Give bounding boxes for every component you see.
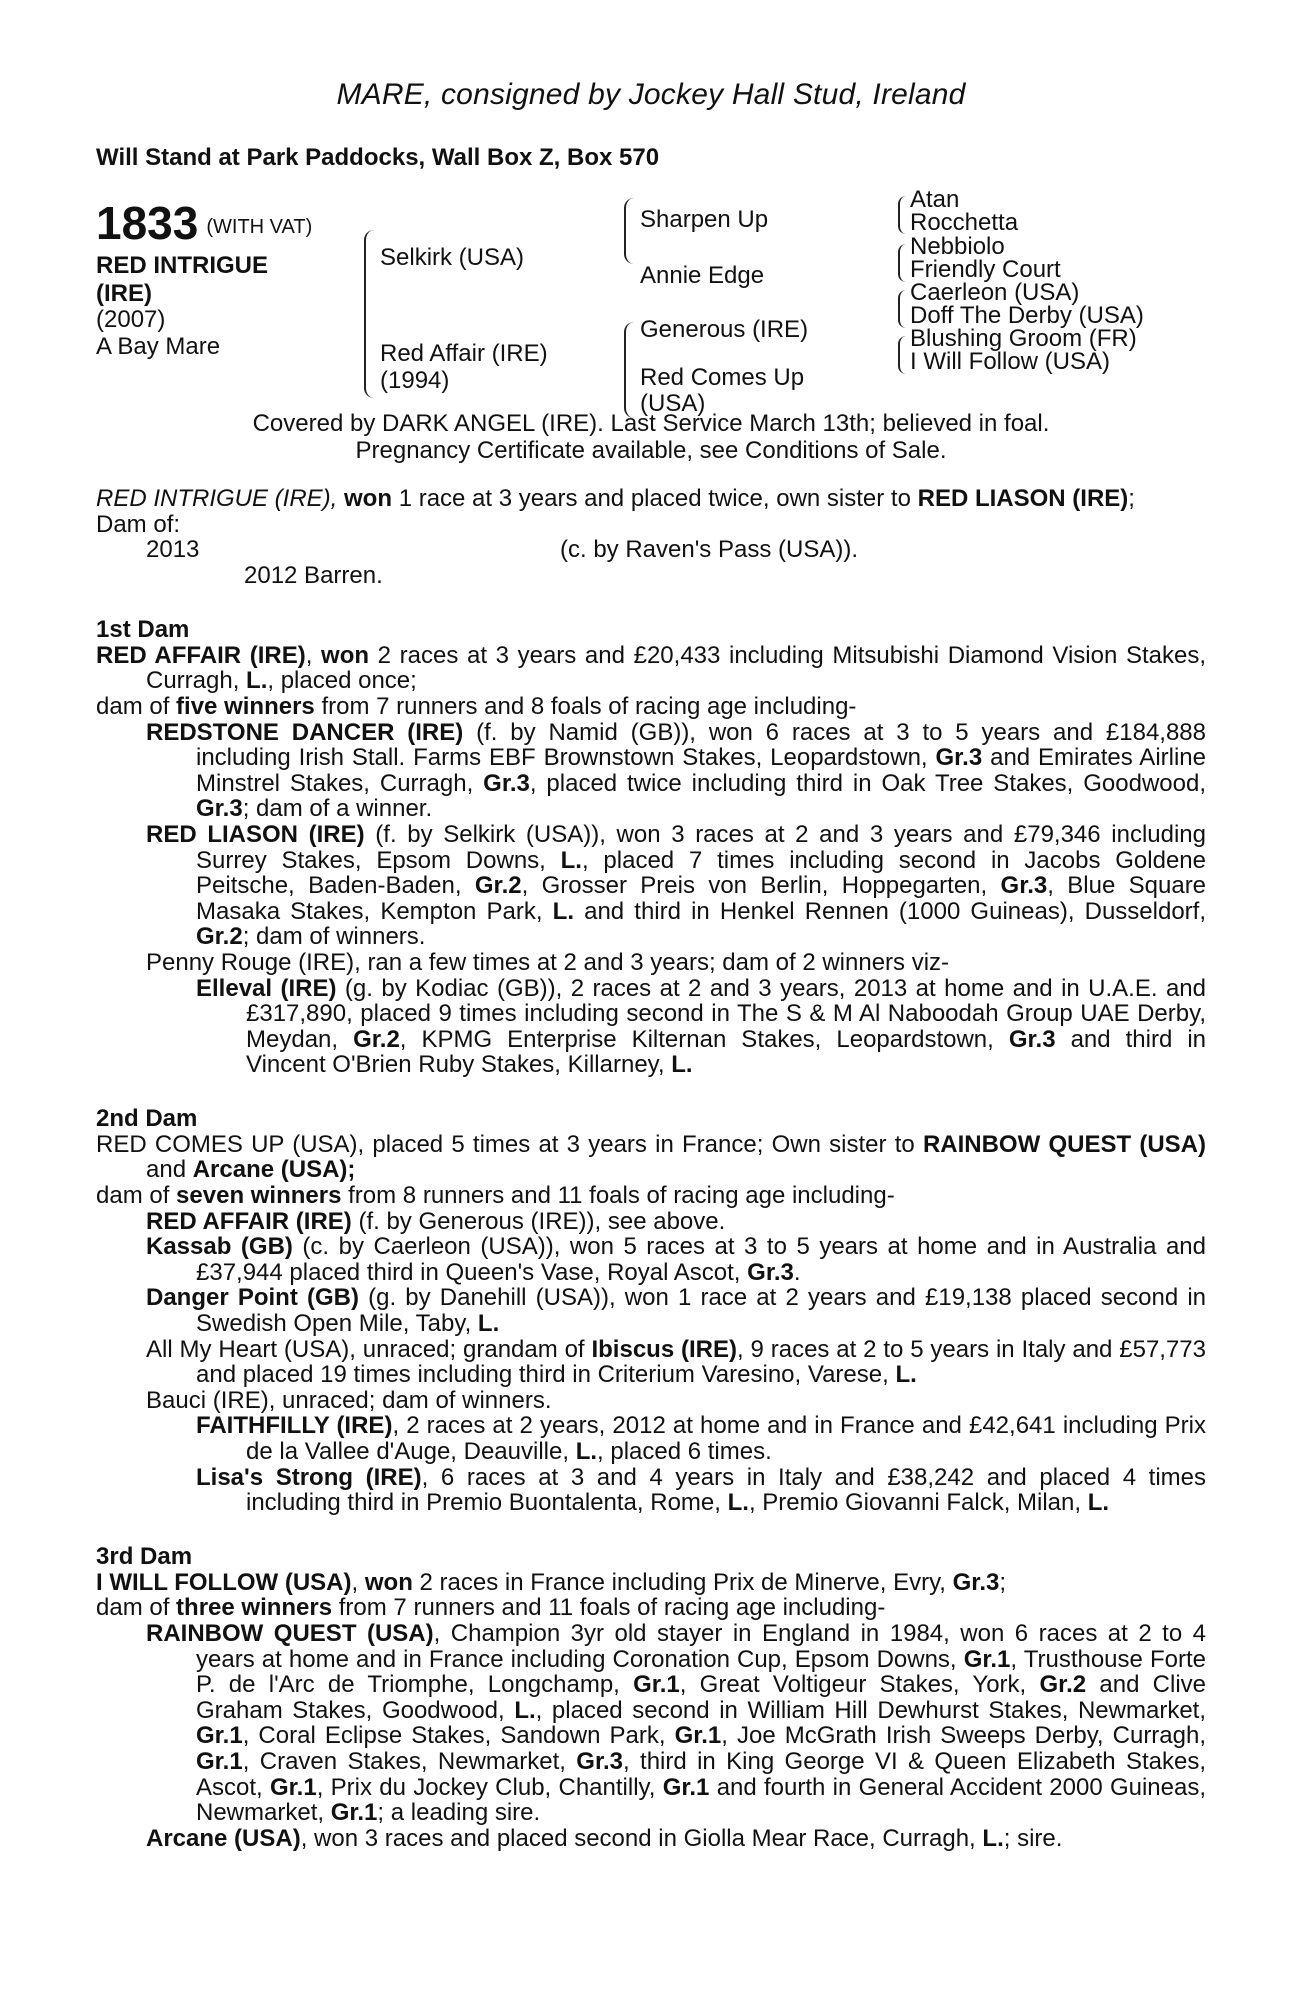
offspring-text: (g. by Kodiac (GB)), 2 races at 2 and 3 years, 2013 at home and in U.A.E. and £317,890, placed 9 times including second in The S & M Al Naboodah Group UAE Derby, Meydan, xyxy=(246,974,1206,1053)
pedigree-brace-main xyxy=(364,230,374,398)
offspring-text: (f. by Selkirk (USA)), won 3 races at 2 and 3 years and £79,346 including Surrey Stakes, Epsom Downs, xyxy=(196,820,1207,874)
mare-text: 1 race at 3 years and placed twice, own sister to xyxy=(398,485,911,512)
third-dam-produce-summary xyxy=(96,1595,1206,1621)
sds-name: Nebbiolo xyxy=(910,233,1005,260)
offspring-text: (f. by Generous (IRE)), see above. xyxy=(358,1207,726,1235)
winners-count: seven winners xyxy=(176,1182,342,1210)
sister-name: RED LIASON (IRE) xyxy=(917,485,1129,512)
pedigree-brace-ss xyxy=(898,196,906,234)
pedigree-brace-dd xyxy=(898,336,906,374)
sire-sire: Sharpen Up xyxy=(640,206,769,233)
offspring-text: , KPMG Enterprise Kilternan Stakes, Leopardstown, xyxy=(399,1025,994,1053)
offspring-text: , Trusthouse Forte P. de l'Arc de Triomphe, Longchamp, xyxy=(196,1645,1206,1699)
grade: Gr.1 xyxy=(963,1645,1011,1673)
offspring-arcane xyxy=(96,1826,1206,1852)
offspring-text: , won 3 races and placed second in Giolla Mear Race, Curragh, xyxy=(300,1824,976,1852)
first-dam-text: 2 races at 3 years and £20,433 including Mitsubishi Diamond Vision Stakes, Curragh, xyxy=(146,641,1207,695)
grade: L. xyxy=(1087,1489,1110,1517)
produce-2012: 2012 Barren. xyxy=(244,562,383,590)
grade: Gr.1 xyxy=(269,1773,317,1801)
offspring-text: (g. by Danehill (USA)), won 1 race at 2 years and £19,138 placed second in Swedish Open Mile, Taby, xyxy=(196,1284,1207,1338)
grade: Gr.2 xyxy=(474,872,522,900)
pedigree-brace-sd xyxy=(898,244,906,282)
consignor-heading: MARE, consigned by Jockey Hall Stud, Ireland xyxy=(336,78,966,111)
dam-of-end: from 8 runners and 11 foals of racing age including- xyxy=(348,1182,895,1210)
dam-dam-line2: (USA) xyxy=(640,390,706,417)
grade: Gr.1 xyxy=(196,1747,243,1775)
ssd-name: Rocchetta xyxy=(910,209,1019,236)
winners-count: five winners xyxy=(176,692,315,720)
third-dam-text: 2 races in France including Prix de Minerve, Evry, xyxy=(419,1568,946,1596)
offspring-name: Lisa's Strong (IRE) xyxy=(196,1463,422,1491)
grade: L. xyxy=(727,1489,749,1517)
offspring-kassab xyxy=(96,1234,1206,1285)
and-word: and xyxy=(146,1156,187,1184)
sire-name: Selkirk (USA) xyxy=(380,244,525,271)
second-dam-produce-summary xyxy=(96,1183,1206,1209)
offspring-text: , Great Voltigeur Stakes, York, xyxy=(679,1671,1027,1699)
offspring-name: Elleval (IRE) xyxy=(196,974,337,1002)
offspring-text: (c. by Caerleon (USA)), won 5 races at 3 to 5 years at home and in Australia and £37,944 placed third in Queen's Vase, Royal Ascot, xyxy=(196,1233,1206,1286)
grade: Gr.3 xyxy=(935,744,983,772)
pedigree-brace-sire xyxy=(624,198,634,264)
grade: Gr.3 xyxy=(1008,1025,1056,1053)
offspring-text: , Champion 3yr old stayer in England in 1984, won 6 races at 2 to 4 years at home and in France including Coronation Cup, Epsom Downs, xyxy=(196,1619,1206,1673)
grade: Gr.1 xyxy=(633,1671,680,1699)
offspring-name: RED AFFAIR (IRE) xyxy=(146,1207,352,1235)
offspring-text: , Coral Eclipse Stakes, Sandown Park, xyxy=(242,1722,666,1750)
produce-2013-text: (c. by Raven's Pass (USA)). xyxy=(560,536,858,564)
dam-of: dam of xyxy=(96,1182,170,1210)
grade: Gr.1 xyxy=(662,1773,710,1801)
dam-name: Red Affair (IRE) xyxy=(380,340,548,367)
offspring-bauci: Bauci (IRE), unraced; dam of winners. xyxy=(146,1386,552,1414)
offspring-text: , Premio Giovanni Falck, Milan, xyxy=(748,1489,1082,1517)
horse-name xyxy=(96,252,326,308)
horse-name-line1: RED INTRIGUE xyxy=(96,252,269,279)
pedigree-brace-ds xyxy=(898,290,906,328)
grade: L. xyxy=(514,1696,536,1724)
end-punct: ; xyxy=(347,1156,356,1184)
third-dam-name: I WILL FOLLOW (USA) xyxy=(96,1568,352,1596)
dam-of-end: from 7 runners and 8 foals of racing age including- xyxy=(321,692,857,720)
ddd-name: I Will Follow (USA) xyxy=(910,348,1111,375)
second-dam-text: RED COMES UP (USA), placed 5 times at 3 years in France; Own sister to xyxy=(96,1130,915,1158)
dam-sire: Generous (IRE) xyxy=(640,316,809,343)
dam-of: dam of xyxy=(96,1594,170,1622)
grade: Gr.1 xyxy=(330,1799,378,1827)
grade: L. xyxy=(552,897,574,925)
grade: Gr.2 xyxy=(1039,1671,1087,1699)
lot-number-value: 1833 xyxy=(96,197,199,249)
won-label: won xyxy=(364,1568,413,1596)
foal-year: (2007) xyxy=(96,306,166,333)
won-label: won xyxy=(344,485,393,512)
grade: Gr.3 xyxy=(952,1568,1000,1596)
winners-count: three winners xyxy=(176,1594,333,1622)
offspring-text: , 6 races at 3 and 4 years in Italy and £38,242 and placed 4 times including third in Premio Buontalenta, Rome, xyxy=(246,1463,1207,1517)
grade: L. xyxy=(982,1824,1004,1852)
offspring-name: Danger Point (GB) xyxy=(146,1284,359,1312)
dsd-name: Doff The Derby (USA) xyxy=(910,302,1144,329)
first-dam-title: 1st Dam xyxy=(96,615,190,643)
mare-summary xyxy=(96,486,1206,512)
grade: Gr.1 xyxy=(674,1722,722,1750)
grade: L. xyxy=(895,1361,917,1389)
offspring-penny-rouge: Penny Rouge (IRE), ran a few times at 2 and 3 years; dam of 2 winners viz- xyxy=(146,948,950,976)
offspring-elleval xyxy=(96,976,1206,1078)
lot-pedigree-block xyxy=(96,188,1206,420)
offspring-name: Kassab (GB) xyxy=(146,1233,293,1261)
offspring-faithfilly xyxy=(96,1413,1206,1464)
grade: Gr.2 xyxy=(196,923,243,951)
offspring-name: RAINBOW QUEST (USA) xyxy=(146,1619,434,1647)
horse-name-line2: (IRE) xyxy=(96,280,152,307)
offspring-red-liason xyxy=(96,822,1206,950)
dds-name: Blushing Groom (FR) xyxy=(910,325,1137,352)
offspring-text: , Blue Square Masaka Stakes, Kempton Park, xyxy=(196,872,1207,925)
offspring-text: ; dam of winners. xyxy=(242,923,426,951)
offspring-text: , 2 races at 2 years, 2012 at home and in France and £42,641 including Prix de la Vallee d'Auge, Deauville, xyxy=(246,1412,1206,1465)
sire-dam: Annie Edge xyxy=(640,262,765,289)
first-dam-produce-summary xyxy=(96,694,1206,720)
offspring-text: , placed 6 times. xyxy=(597,1438,772,1465)
produce-2013 xyxy=(96,537,1206,563)
offspring-text: , 9 races at 2 to 5 years in Italy and £57,773 and placed 19 times including third in Criterium Varesino, Varese, xyxy=(196,1335,1206,1389)
offspring-danger-point xyxy=(96,1285,1206,1336)
grade: Gr.3 xyxy=(196,795,243,823)
offspring-text: , Joe McGrath Irish Sweeps Derby, Curragh, xyxy=(721,1722,1207,1750)
offspring-red-affair xyxy=(96,1209,1206,1235)
stand-location: Will Stand at Park Paddocks, Wall Box Z, Box 570 xyxy=(96,144,660,171)
mare-name: RED INTRIGUE (IRE), xyxy=(96,485,338,512)
first-dam-record: RED AFFAIR (IRE), won 2 races at 3 years and £20,433 including Mitsubishi Diamond Vision Stakes, Curragh, L., placed once; xyxy=(96,641,1207,695)
offspring-text: and third in Vincent O'Brien Ruby Stakes, Killarney, xyxy=(246,1025,1207,1079)
second-dam-title: 2nd Dam xyxy=(96,1104,198,1132)
offspring-text: and third in Henkel Rennen (1000 Guineas), Dusseldorf, xyxy=(584,897,1206,925)
dam-dam-line1: Red Comes Up xyxy=(640,364,805,391)
offspring-text: ; a leading sire. xyxy=(377,1799,541,1827)
offspring-text: , Grosser Preis von Berlin, Hoppegarten, xyxy=(521,872,988,900)
offspring-redstone-dancer xyxy=(96,720,1206,822)
horse-sex: A Bay Mare xyxy=(96,333,221,360)
catalogue-page xyxy=(96,0,1206,1851)
offspring-text: . xyxy=(793,1258,801,1286)
grade: Gr.3 xyxy=(1000,872,1048,900)
offspring-text: , third in King George VI & Queen Elizabeth Stakes, Ascot, xyxy=(196,1747,1206,1801)
offspring-text: , placed 7 times including second in Jacobs Goldene Peitsche, Baden-Baden, xyxy=(196,846,1206,900)
won-label: won xyxy=(321,641,370,669)
third-dam-title: 3rd Dam xyxy=(96,1542,193,1570)
offspring-name: FAITHFILLY (IRE) xyxy=(196,1412,393,1440)
offspring-text: and Emirates Airline Minstrel Stakes, Curragh, xyxy=(196,744,1207,797)
offspring-lisas-strong xyxy=(96,1465,1206,1516)
offspring-text: , placed twice including third in Oak Tree Stakes, Goodwood, xyxy=(529,769,1207,797)
offspring-name: REDSTONE DANCER (IRE) xyxy=(146,718,464,746)
dss-name: Caerleon (USA) xyxy=(910,279,1080,306)
offspring-text: and Clive Graham Stakes, Goodwood, xyxy=(196,1671,1207,1724)
grade: Gr.3 xyxy=(747,1258,794,1286)
covered-line1: Covered by DARK ANGEL (IRE). Last Service March 13th; believed in foal. xyxy=(252,410,1050,437)
offspring-text: ; dam of a winner. xyxy=(242,795,433,823)
dam-of-end: from 7 runners and 11 foals of racing age including- xyxy=(338,1594,886,1622)
offspring-rainbow-quest xyxy=(96,1621,1206,1826)
grade: L. xyxy=(560,846,582,874)
sibling-name: Arcane (USA) xyxy=(192,1156,348,1184)
offspring-text: , Craven Stakes, Newmarket, xyxy=(242,1747,566,1775)
offspring-name: Arcane (USA) xyxy=(146,1824,301,1852)
offspring-text: ; sire. xyxy=(1003,1824,1063,1852)
dam-year: (1994) xyxy=(380,367,450,394)
second-dam-record xyxy=(96,1132,1206,1183)
grade: L. xyxy=(246,667,268,695)
grade: Gr.3 xyxy=(483,769,530,797)
end-punct: ; xyxy=(999,1568,1007,1596)
third-dam-record: I WILL FOLLOW (USA), won 2 races in France including Prix de Minerve, Evry, Gr.3; xyxy=(96,1568,1007,1596)
lot-number xyxy=(96,197,313,250)
offspring-all-my-heart xyxy=(96,1337,1206,1388)
sibling-name: RAINBOW QUEST (USA) xyxy=(922,1130,1207,1158)
offspring-name: Ibiscus (IRE) xyxy=(591,1335,738,1363)
produce-2013-year: 2013 xyxy=(146,536,200,564)
grade: Gr.3 xyxy=(576,1747,623,1775)
grade: L. xyxy=(575,1438,598,1465)
grade: Gr.2 xyxy=(353,1025,400,1053)
grade: Gr.1 xyxy=(196,1722,243,1750)
dam-of-label: Dam of: xyxy=(96,510,181,538)
covered-line2: Pregnancy Certificate available, see Conditions of Sale. xyxy=(355,437,947,464)
sss-name: Atan xyxy=(910,186,960,213)
first-dam-text-end: , placed once; xyxy=(267,667,417,695)
offspring-name: RED LIASON (IRE) xyxy=(146,820,365,848)
vat-label: (WITH VAT) xyxy=(206,216,313,238)
offspring-text: and fourth in General Accident 2000 Guineas, Newmarket, xyxy=(196,1773,1206,1827)
offspring-text: (f. by Namid (GB)), won 6 races at 3 to 5 years and £184,888 including Irish Stall. Farms EBF Brownstown Stakes, Leopardstown, xyxy=(196,718,1206,772)
first-dam-name: RED AFFAIR (IRE) xyxy=(96,641,306,669)
dam-of: dam of xyxy=(96,692,170,720)
offspring-text: , Prix du Jockey Club, Chantilly, xyxy=(316,1773,656,1801)
grade: L. xyxy=(477,1310,500,1338)
pedigree-brace-dam xyxy=(624,322,634,418)
offspring-text: All My Heart (USA), unraced; grandam of xyxy=(146,1335,585,1363)
grade: L. xyxy=(671,1051,693,1079)
mare-end: ; xyxy=(1128,485,1135,512)
sdd-name: Friendly Court xyxy=(910,256,1061,283)
offspring-text: , placed second in William Hill Dewhurst Stakes, Newmarket, xyxy=(535,1696,1207,1724)
